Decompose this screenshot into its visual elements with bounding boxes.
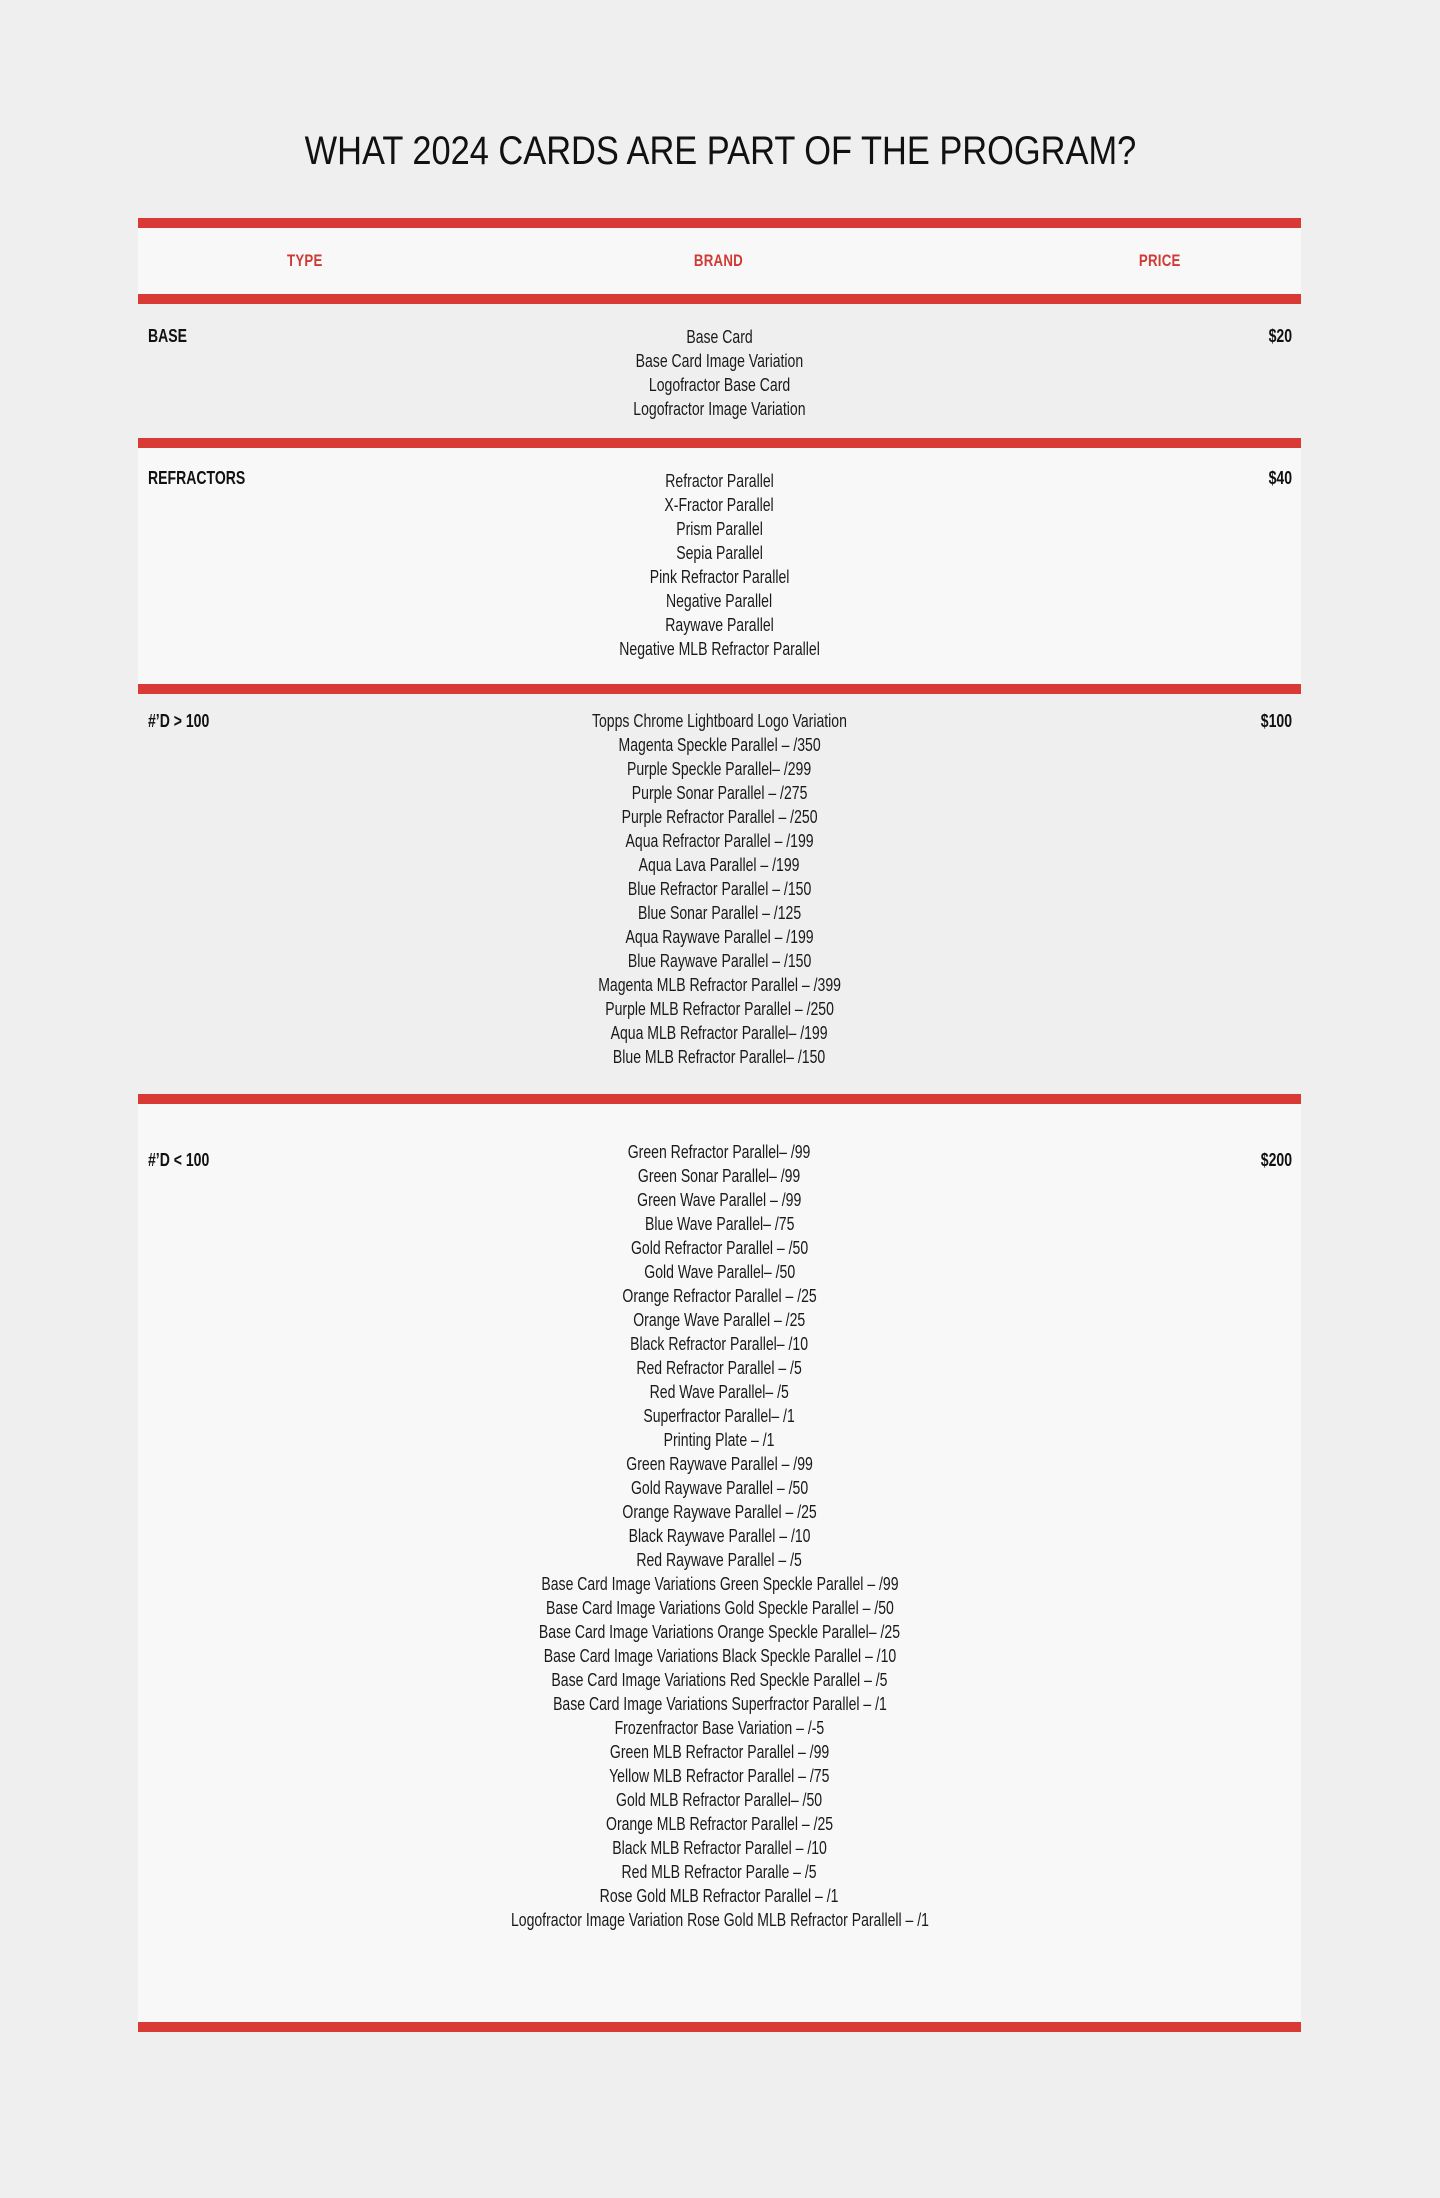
brand-item: Red MLB Refractor Paralle – /5 [621, 1862, 818, 1882]
brand-item: Raywave Parallel [665, 615, 774, 635]
column-header-type: TYPE [287, 251, 323, 270]
brand-item: Green Sonar Parallel– /99 [638, 1166, 801, 1186]
brand-item: Rose Gold MLB Refractor Parallel – /1 [600, 1886, 839, 1906]
column-header-price: PRICE [1139, 251, 1181, 270]
brand-item: Blue Raywave Parallel – /150 [627, 951, 812, 971]
brand-item: Black MLB Refractor Parallel – /10 [612, 1838, 827, 1858]
price-label: $20 [1268, 326, 1292, 346]
brand-item: Logofractor Image Variation Rose Gold MLB Refractor Parallell – /1 [510, 1910, 929, 1930]
brand-item: Red Wave Parallel– /5 [649, 1382, 790, 1402]
brand-item: Red Refractor Parallel – /5 [636, 1358, 803, 1378]
brand-item: Aqua Raywave Parallel – /199 [625, 927, 814, 947]
table-bottom-rule [138, 2022, 1301, 2032]
table-row-numbered-under-100 [138, 1104, 1301, 2022]
table-row-numbered-over-100 [138, 694, 1301, 1094]
brand-item: Gold Wave Parallel– /50 [644, 1262, 795, 1282]
brand-item: Gold Raywave Parallel – /50 [630, 1478, 809, 1498]
table-row-refractors [138, 448, 1301, 684]
brand-list [138, 469, 1301, 661]
brand-item: Aqua Refractor Parallel – /199 [625, 831, 814, 851]
price-label: $200 [1260, 1150, 1292, 1170]
brand-item: Gold Refractor Parallel – /50 [630, 1238, 809, 1258]
brand-item: Orange Wave Parallel – /25 [633, 1310, 806, 1330]
type-label: REFRACTORS [148, 468, 246, 488]
brand-item: Sepia Parallel [676, 543, 763, 563]
price-label: $100 [1260, 711, 1292, 731]
brand-item: Red Raywave Parallel – /5 [636, 1550, 803, 1570]
brand-item: Logofractor Base Card [648, 375, 791, 395]
brand-item: Base Card Image Variations Orange Speckle Parallel– /25 [538, 1622, 901, 1642]
brand-item: Blue Refractor Parallel – /150 [627, 879, 812, 899]
card-program-table [138, 218, 1301, 2032]
brand-item: Negative Parallel [666, 591, 773, 611]
brand-item: Gold MLB Refractor Parallel– /50 [616, 1790, 823, 1810]
type-label: BASE [148, 326, 188, 346]
brand-item: Base Card [686, 327, 753, 347]
brand-item: Purple Speckle Parallel– /299 [627, 759, 812, 779]
brand-item: Green Raywave Parallel – /99 [626, 1454, 813, 1474]
brand-item: Green MLB Refractor Parallel – /99 [609, 1742, 830, 1762]
brand-item: Black Refractor Parallel– /10 [630, 1334, 809, 1354]
brand-item: Superfractor Parallel– /1 [643, 1406, 796, 1426]
table-header-row [138, 228, 1301, 294]
brand-item: Base Card Image Variations Black Speckle Parallel – /10 [543, 1646, 896, 1666]
table-top-rule [138, 218, 1301, 228]
brand-item: Magenta MLB Refractor Parallel – /399 [598, 975, 841, 995]
brand-list [138, 1140, 1301, 1932]
brand-item: Purple Refractor Parallel – /250 [621, 807, 818, 827]
page-title-text: WHAT 2024 CARDS ARE PART OF THE PROGRAM? [304, 128, 1136, 173]
brand-item: Green Refractor Parallel– /99 [628, 1142, 811, 1162]
type-label: #’D < 100 [148, 1150, 210, 1170]
brand-item: Pink Refractor Parallel [649, 567, 790, 587]
brand-item: Topps Chrome Lightboard Logo Variation [592, 711, 847, 731]
brand-item: Orange MLB Refractor Parallel – /25 [605, 1814, 834, 1834]
brand-item: Orange Raywave Parallel – /25 [622, 1502, 817, 1522]
table-row-base [138, 304, 1301, 438]
table-rule [138, 438, 1301, 448]
brand-item: Magenta Speckle Parallel – /350 [618, 735, 821, 755]
brand-item: Green Wave Parallel – /99 [637, 1190, 802, 1210]
brand-item: Negative MLB Refractor Parallel [619, 639, 820, 659]
brand-item: Base Card Image Variations Green Speckle Parallel – /99 [540, 1574, 899, 1594]
brand-item: Base Card Image Variations Gold Speckle Parallel – /50 [545, 1598, 894, 1618]
brand-item: Frozenfractor Base Variation – /-5 [614, 1718, 825, 1738]
brand-item: Aqua Lava Parallel – /199 [639, 855, 800, 875]
brand-item: Base Card Image Variations Superfractor Parallel – /1 [552, 1694, 887, 1714]
brand-item: Refractor Parallel [665, 471, 774, 491]
brand-list [138, 709, 1301, 1069]
type-label: #’D > 100 [148, 711, 210, 731]
page-title [0, 127, 1440, 175]
brand-item: Aqua MLB Refractor Parallel– /199 [611, 1023, 828, 1043]
brand-item: Blue Wave Parallel– /75 [644, 1214, 795, 1234]
price-label: $40 [1268, 468, 1292, 488]
brand-item: X-Fractor Parallel [664, 495, 775, 515]
brand-item: Orange Refractor Parallel – /25 [622, 1286, 817, 1306]
brand-item: Prism Parallel [676, 519, 763, 539]
table-rule [138, 294, 1301, 304]
brand-item: Black Raywave Parallel – /10 [628, 1526, 811, 1546]
brand-item: Base Card Image Variations Red Speckle Parallel – /5 [551, 1670, 888, 1690]
brand-item: Printing Plate – /1 [664, 1430, 775, 1450]
brand-item: Logofractor Image Variation [633, 399, 806, 419]
brand-item: Blue Sonar Parallel – /125 [637, 903, 802, 923]
brand-item: Yellow MLB Refractor Parallel – /75 [609, 1766, 830, 1786]
brand-item: Blue MLB Refractor Parallel– /150 [613, 1047, 826, 1067]
brand-item: Purple Sonar Parallel – /275 [631, 783, 808, 803]
table-rule [138, 1094, 1301, 1104]
brand-item: Base Card Image Variation [635, 351, 804, 371]
brand-list [138, 325, 1301, 421]
table-rule [138, 684, 1301, 694]
brand-item: Purple MLB Refractor Parallel – /250 [605, 999, 834, 1019]
column-header-brand: BRAND [693, 251, 743, 270]
